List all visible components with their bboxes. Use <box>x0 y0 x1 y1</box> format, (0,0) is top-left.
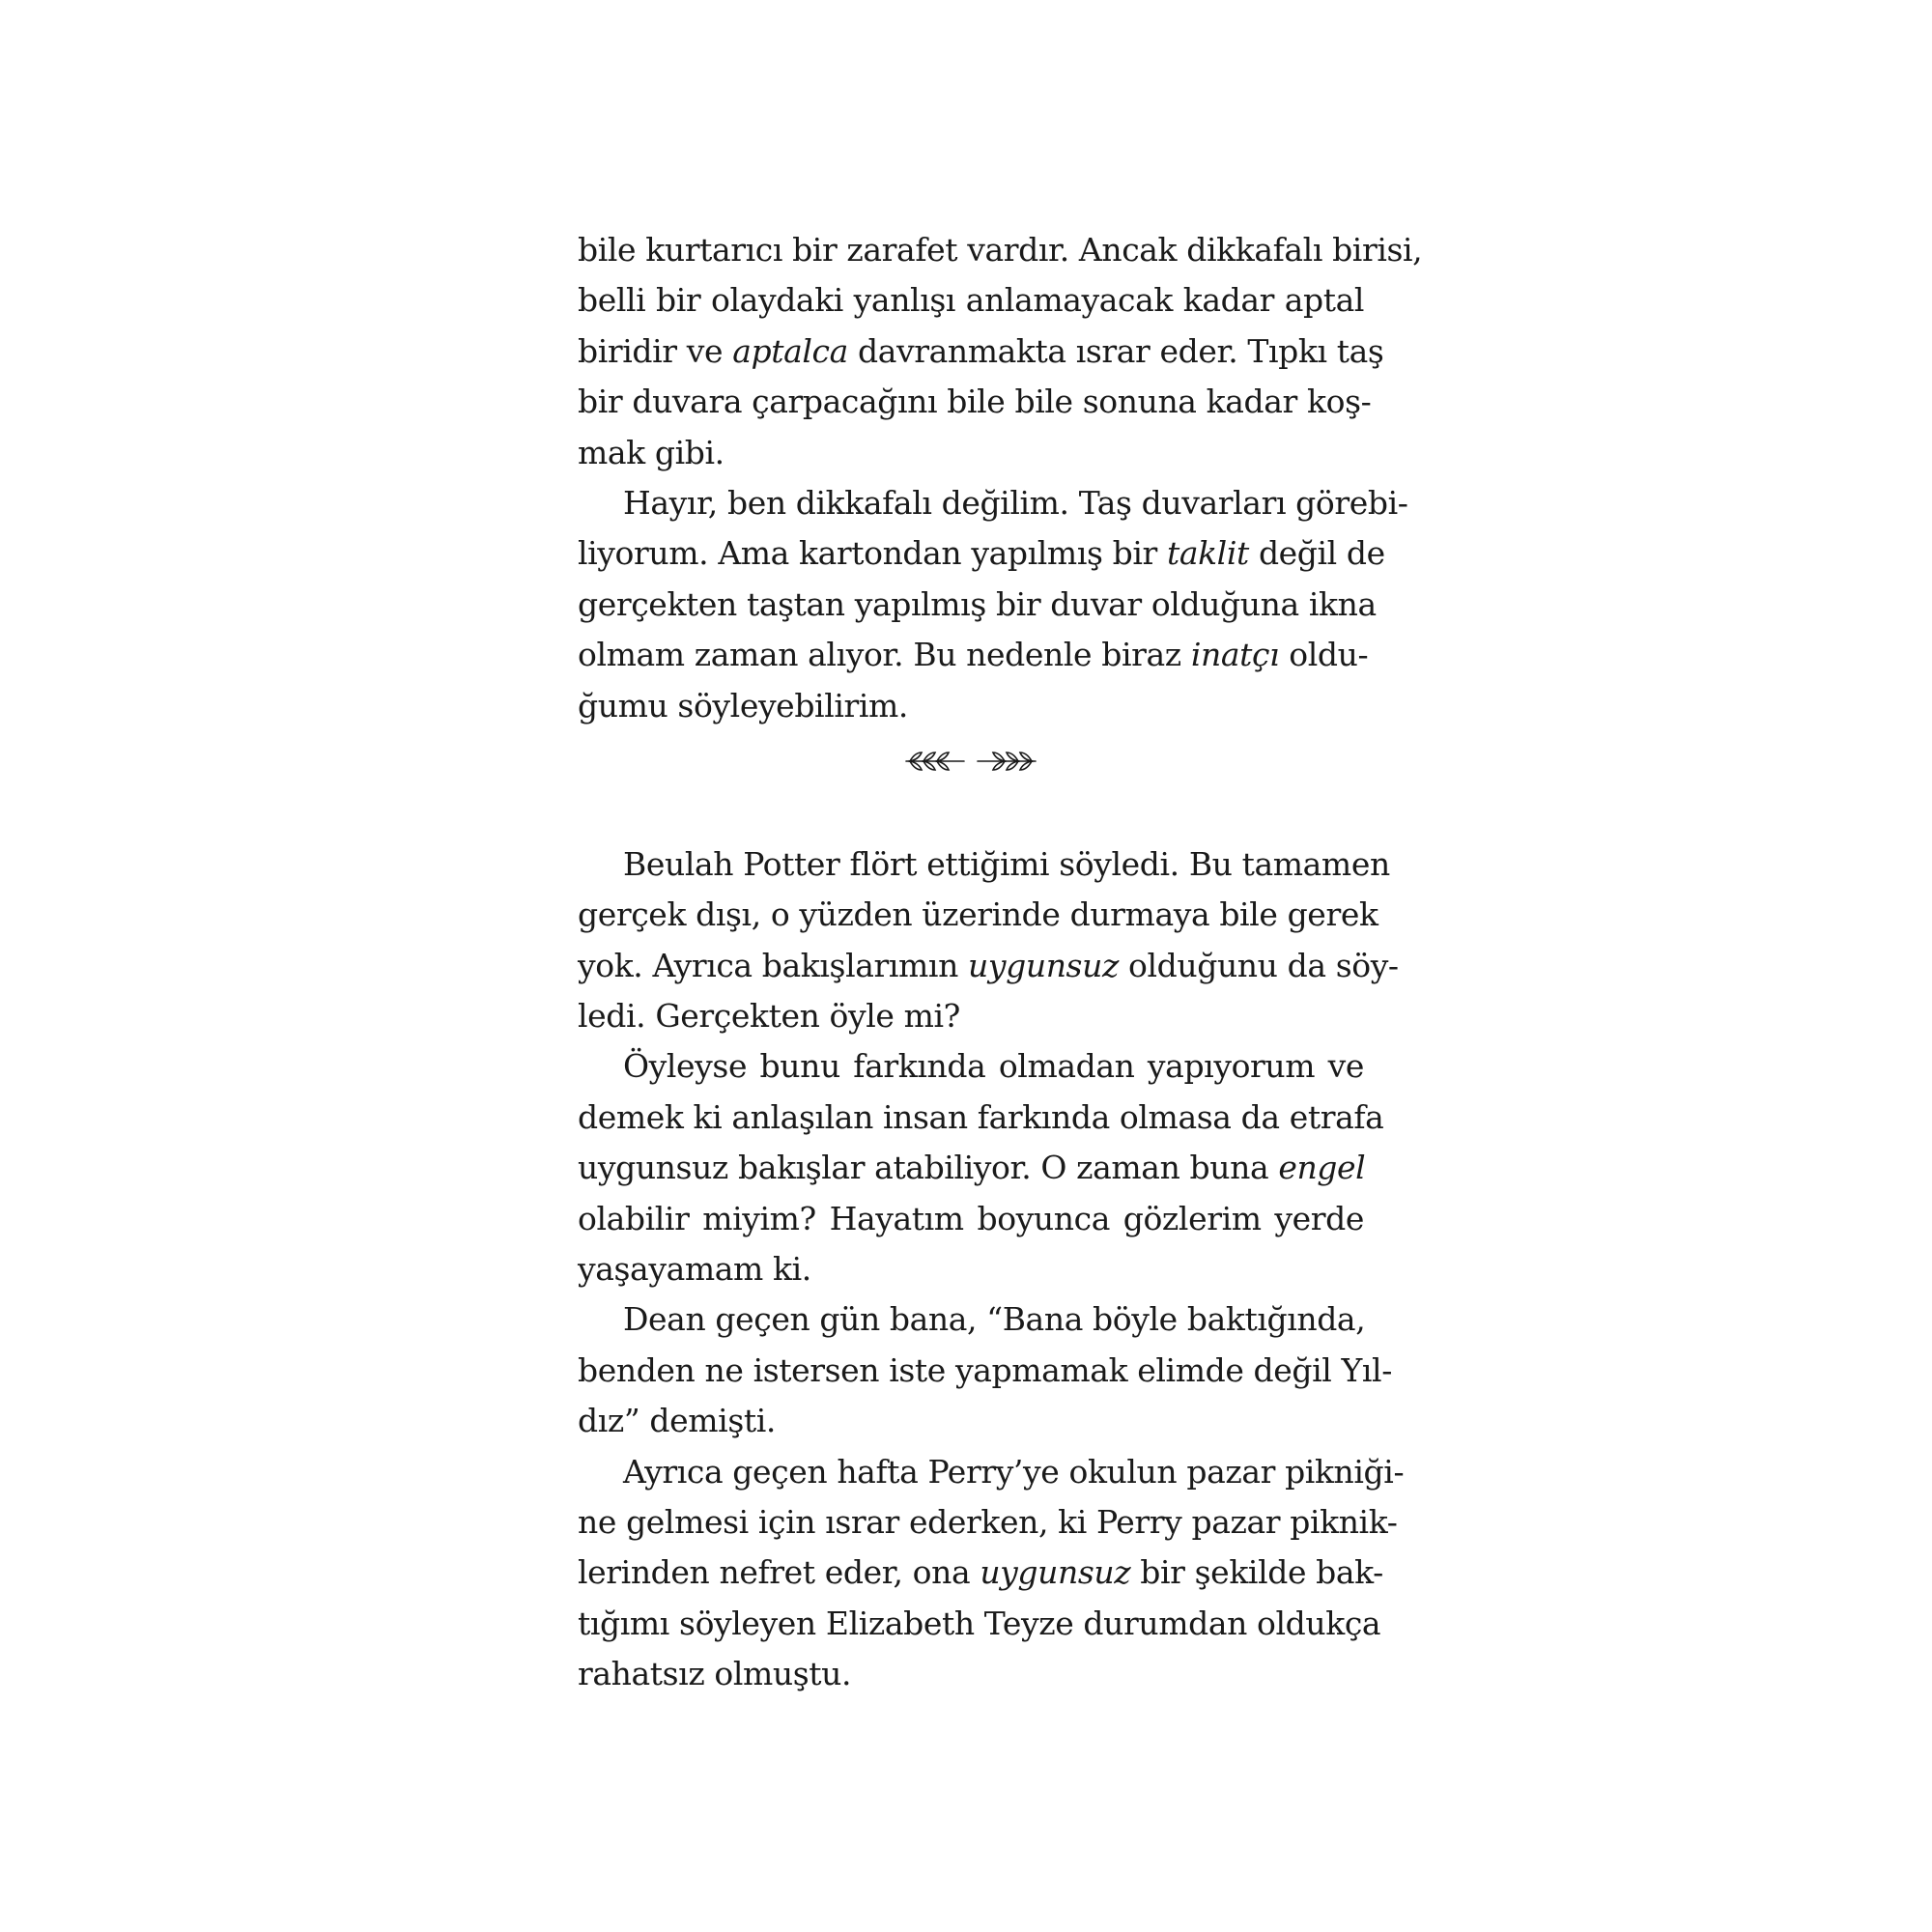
text-line <box>578 1143 1364 1193</box>
text-line <box>578 630 1369 680</box>
text-line: demek ki anlaşılan insan farkında olmasa da etrafa <box>578 1097 1384 1136</box>
text-line: ledi. Gerçekten öyle mi? <box>578 997 960 1036</box>
italic-word: engel <box>1278 1149 1366 1187</box>
text-line: belli bir olaydaki yanlışı anlamayacak kadar aptal <box>578 281 1364 320</box>
paragraph <box>578 478 1408 731</box>
text-run: oldu- <box>1279 636 1369 674</box>
text-line <box>578 327 1384 377</box>
text-run: davranmakta ısrar eder. Tıpkı taş <box>847 331 1384 370</box>
text-line: ne gelmesi için ısrar ederken, ki Perry pazar piknik- <box>578 1502 1398 1541</box>
text-run: olduğunu da söy- <box>1118 946 1399 984</box>
text-run: liyorum. Ama kartondan yapılmış bir <box>578 534 1167 573</box>
text-line: Ayrıca geçen hafta Perry’ye okulun pazar pikniği- <box>623 1452 1405 1491</box>
italic-word: uygunsuz <box>980 1553 1131 1592</box>
text-line: gerçekten taştan yapılmış bir duvar olduğuna ikna <box>578 584 1377 623</box>
section-break-ornament <box>578 731 1364 839</box>
italic-word: aptalca <box>732 331 848 370</box>
text-line: olabilir miyim? Hayatım boyunca gözlerim yerde <box>578 1199 1364 1237</box>
text-line: benden ne istersen iste yapmamak elimde değil Yıl- <box>578 1350 1392 1389</box>
paragraph <box>578 1041 1384 1294</box>
italic-word: uygunsuz <box>968 946 1119 984</box>
paragraph <box>578 1447 1405 1700</box>
text-run: bir şekilde bak- <box>1130 1553 1383 1592</box>
italic-word: taklit <box>1166 534 1249 573</box>
text-line: yaşayamam ki. <box>578 1250 811 1289</box>
text-line: gerçek dışı, o yüzden üzerinde durmaya bile gerek <box>578 895 1378 934</box>
text-line <box>578 1548 1383 1598</box>
text-line: rahatsız olmuştu. <box>578 1655 852 1693</box>
text-line: Hayır, ben dikkafalı değilim. Taş duvarları görebi- <box>623 483 1408 522</box>
text-line: Dean geçen gün bana, “Bana böyle baktığında, <box>623 1300 1366 1339</box>
text-line <box>578 528 1385 579</box>
text-line: ğumu söyleyebilirim. <box>578 686 909 724</box>
text-run: biridir ve <box>578 331 733 370</box>
text-line: Öyleyse bunu farkında olmadan yapıyorum ve <box>623 1047 1364 1086</box>
text-line: Beulah Potter flört ettiğimi söyledi. Bu tamamen <box>623 844 1390 883</box>
text-line: dız” demişti. <box>578 1402 776 1440</box>
paragraph <box>578 225 1423 478</box>
book-page-text <box>578 225 1423 1700</box>
leaf-ornament-icon <box>904 747 1037 776</box>
text-line: bir duvara çarpacağını bile bile sonuna kadar koş- <box>578 383 1372 421</box>
text-run: değil de <box>1248 534 1385 573</box>
text-run: olmam zaman alıyor. Bu nedenle biraz <box>578 636 1191 674</box>
text-run: yok. Ayrıca bakışlarımın <box>578 946 969 984</box>
text-line <box>578 941 1399 991</box>
text-run: lerinden nefret eder, ona <box>578 1553 980 1592</box>
paragraph <box>578 839 1399 1042</box>
text-line: mak gibi. <box>578 433 724 471</box>
italic-word: inatçı <box>1190 636 1280 674</box>
paragraph <box>578 1294 1392 1446</box>
text-line: tığımı söyleyen Elizabeth Teyze durumdan oldukça <box>578 1604 1381 1642</box>
text-run: uygunsuz bakışlar atabiliyor. O zaman buna <box>578 1149 1279 1187</box>
text-line: bile kurtarıcı bir zarafet vardır. Ancak dikkafalı birisi, <box>578 231 1423 269</box>
